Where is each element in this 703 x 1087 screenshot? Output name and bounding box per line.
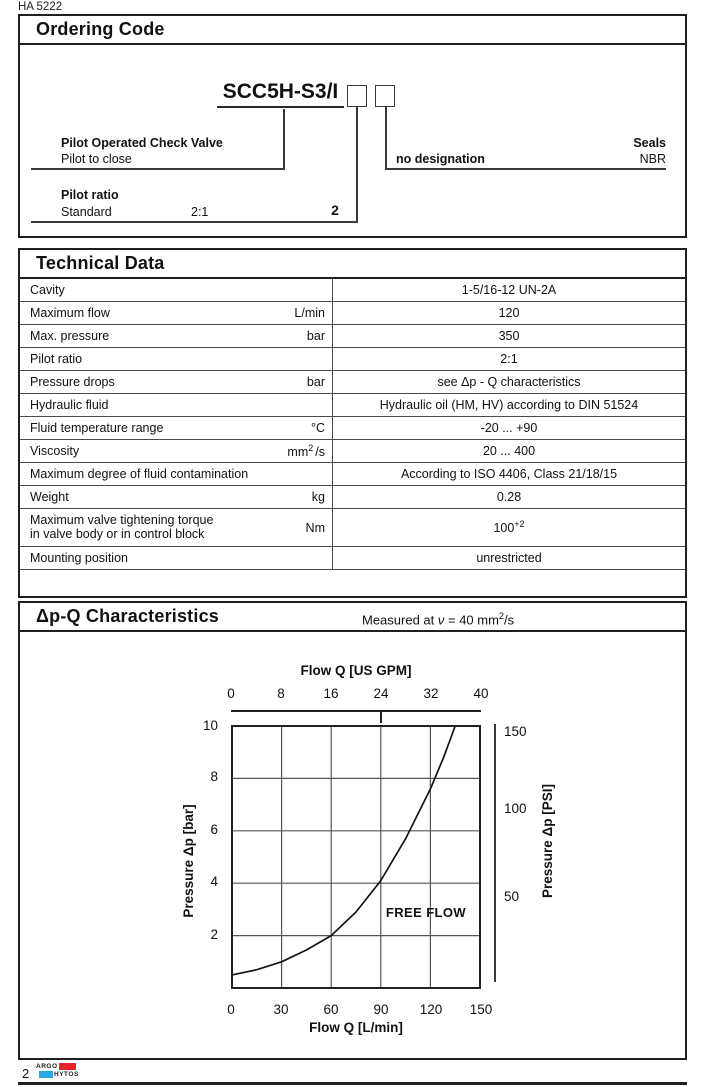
top-axis-tick: 16 [323, 686, 339, 701]
row-value: unrestricted [333, 547, 686, 570]
row-unit: bar [306, 375, 325, 389]
table-row [20, 394, 685, 417]
callout-valve-subtitle: Pilot to close [61, 152, 132, 166]
row-value: 120 [333, 302, 686, 325]
top-axis-tick: 0 [227, 686, 235, 701]
connector-line [385, 168, 666, 170]
table-row [20, 371, 685, 394]
logo-text-hytos: HYTOS [54, 1071, 79, 1078]
bottom-axis-tick: 60 [323, 1002, 339, 1017]
row-label: Hydraulic fluid [30, 398, 109, 412]
ordering-code-section [18, 14, 687, 238]
row-label: Maximum flow [30, 306, 110, 320]
top-axis-tick: 8 [277, 686, 285, 701]
left-axis-tick: 8 [210, 769, 218, 784]
row-label: Fluid temperature range [30, 421, 164, 435]
row-value: 0.28 [333, 486, 686, 509]
row-value: 20 ... 400 [333, 440, 686, 463]
table-row [20, 509, 685, 547]
row-unit: °C [310, 421, 325, 435]
logo-red-block [59, 1063, 76, 1070]
left-axis-tick: 10 [202, 718, 218, 733]
bottom-rule [18, 1082, 687, 1085]
row-label: Viscosity [30, 444, 80, 458]
table-row [20, 417, 685, 440]
dpq-header [20, 603, 685, 632]
row-value: 350 [333, 325, 686, 348]
row-unit: L/min [294, 306, 325, 320]
right-axis-tick: 50 [504, 889, 520, 904]
section-title-dpq: Δp-Q Characteristics [36, 606, 219, 626]
top-axis-tick: 40 [473, 686, 489, 701]
dpq-characteristics-section [18, 601, 687, 1060]
row-value: 2:1 [333, 348, 686, 371]
bottom-axis-tick: 30 [273, 1002, 289, 1017]
connector-line [385, 107, 387, 169]
table-row [20, 463, 685, 486]
top-axis-line [231, 710, 481, 712]
left-axis-tick: 6 [210, 822, 218, 837]
bottom-axis-tick: 120 [419, 1002, 443, 1017]
technical-data-header [20, 250, 685, 279]
row-label: Weight [30, 490, 69, 504]
row-label: Max. pressure [30, 329, 110, 343]
seals-option-label: no designation [396, 152, 485, 166]
table-row [20, 440, 685, 463]
left-axis-tick: 4 [210, 874, 218, 889]
doc-code: HA 5222 [18, 1, 63, 13]
connector-line [356, 107, 358, 222]
row-value: According to ISO 4406, Class 21/18/15 [333, 463, 686, 486]
row-label: Pilot ratio [30, 352, 83, 366]
row-label: Maximum valve tightening torque in valve body or in control block [30, 513, 214, 541]
row-value: $100^{+2}$ [333, 509, 686, 547]
top-axis-tick: 32 [423, 686, 439, 701]
ordering-diagram [20, 16, 685, 219]
technical-data-table [20, 279, 685, 570]
row-label: Mounting position [30, 551, 128, 565]
row-unit: Nm [305, 520, 325, 535]
connector-line [31, 221, 358, 223]
top-axis-tick: 24 [373, 686, 389, 701]
table-row [20, 547, 685, 570]
left-axis-tick: 2 [210, 927, 218, 942]
measured-note: Measured at ν = 40 $mm^2/s$ [362, 611, 515, 628]
code-digit-box-1 [347, 85, 367, 107]
technical-data-section [18, 248, 687, 598]
pilot-ratio-row-label: Standard [61, 205, 112, 219]
argo-hytos-logo [36, 1063, 79, 1078]
section-title-technical: Technical Data [36, 253, 165, 273]
bottom-axis-tick: 0 [227, 1002, 235, 1017]
top-axis-title: Flow Q [US GPM] [300, 663, 412, 678]
table-row [20, 279, 685, 302]
row-label: Cavity [30, 283, 65, 297]
dpq-plot [231, 725, 481, 989]
pilot-ratio-code-digit: 2 [331, 202, 339, 218]
page-number: 2 [22, 1066, 30, 1081]
free-flow-annotation: FREE FLOW [385, 905, 467, 920]
connector-line [31, 168, 285, 170]
seals-option-value: NBR [639, 152, 666, 166]
row-unit: kg [311, 490, 325, 504]
left-axis-title: Pressure Δp [bar] [181, 804, 196, 918]
table-row [20, 302, 685, 325]
callout-valve-title: Pilot Operated Check Valve [61, 136, 223, 150]
table-row [20, 325, 685, 348]
code-digit-box-2 [375, 85, 395, 107]
callout-pilot-ratio-title: Pilot ratio [61, 188, 119, 202]
logo-text-argo: ARGO [36, 1063, 58, 1070]
connector-line [283, 109, 285, 169]
row-unit: bar [306, 329, 325, 343]
table-row [20, 486, 685, 509]
bottom-axis-tick: 150 [469, 1002, 493, 1017]
section-title-ordering: Ordering Code [36, 19, 165, 39]
bottom-axis-title: Flow Q [L/min] [309, 1020, 403, 1035]
bottom-axis-tick: 90 [373, 1002, 389, 1017]
right-axis-line [494, 724, 496, 982]
row-value: 1-5/16-12 UN-2A [333, 279, 686, 302]
ordering-code-value: SCC5H-S3/I [217, 80, 344, 108]
row-unit: $mm^2$ /s [287, 442, 325, 460]
right-axis-tick: 100 [504, 801, 527, 816]
row-value: see Δp - Q characteristics [333, 371, 686, 394]
callout-seals-title: Seals [633, 136, 666, 150]
right-axis-title: Pressure Δp [PSI] [540, 784, 555, 898]
pilot-ratio-row-ratio: 2:1 [191, 205, 209, 219]
row-label: Maximum degree of fluid contamination [30, 467, 249, 481]
table-row [20, 348, 685, 371]
right-axis-tick: 150 [504, 724, 527, 739]
row-value: Hydraulic oil (HM, HV) according to DIN 51524 [333, 394, 686, 417]
row-value: -20 ... +90 [333, 417, 686, 440]
row-label: Pressure drops [30, 375, 115, 389]
top-axis-tickmark [380, 710, 382, 723]
logo-cyan-block [39, 1071, 53, 1078]
